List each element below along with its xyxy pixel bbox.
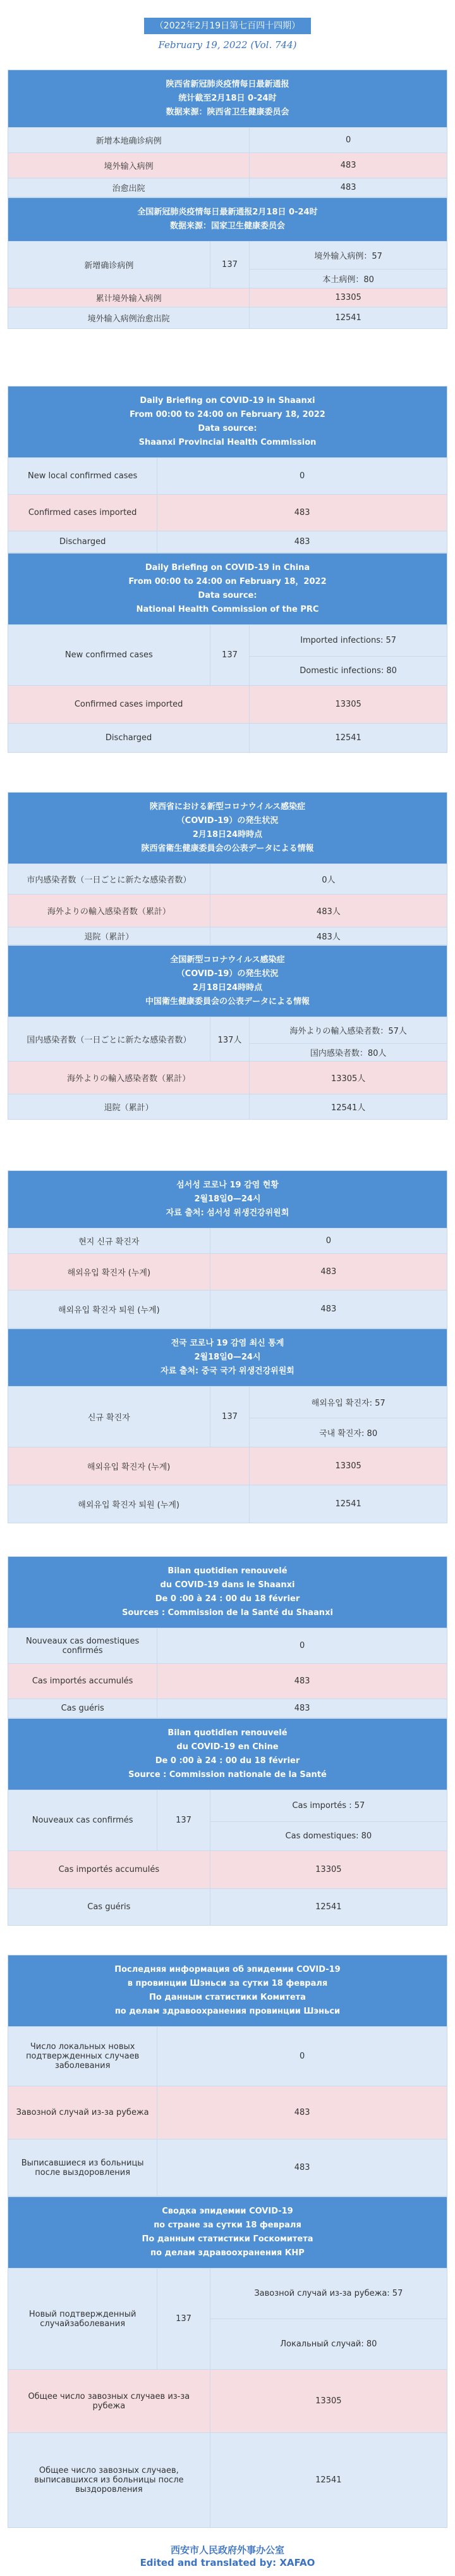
ko-national-table	[8, 1328, 447, 1523]
table-row: Новый подтвержденный случайзаболевания 137 Завозной случай из-за рубежа: 57	[8, 2269, 447, 2319]
ru-shaanxi-table	[8, 1955, 447, 2196]
ru-section	[8, 1955, 447, 2528]
table-row: 海外よりの輸入感染者数（累計） 13305人	[8, 1062, 447, 1094]
table-row: Завозной случай из-за рубежа 483	[8, 2086, 447, 2139]
table-row: Общее число завозных случаев из-за рубежа 13305	[8, 2370, 447, 2433]
ru-national-table	[8, 2196, 447, 2528]
fr-shaanxi-title: Bilan quotidien renouvelé du COVID-19 dans le Shaanxi De 0 :00 à 24 : 00 du 18 février Sources : Commission de la Santé du Shaanxi	[8, 1557, 447, 1628]
table-row: Общее число завозных случаев, выписавшихся из больницы после выздоровления 12541	[8, 2433, 447, 2528]
zh-national-table	[8, 197, 447, 329]
ja-national-table	[8, 945, 447, 1120]
table-row: Confirmed cases imported 13305	[8, 686, 447, 724]
fr-section	[8, 1556, 447, 1926]
table-row: New confirmed cases 137 Imported infections: 57	[8, 625, 447, 657]
issue-date-english: February 19, 2022 (Vol. 744)	[158, 39, 297, 51]
table-row: Confirmed cases imported 483	[8, 495, 447, 531]
table-row: 境外输入病例 483	[8, 153, 447, 178]
issue-date-banner: （2022年2月19日第七百四十四期）	[144, 18, 311, 34]
table-row: Nouveaux cas confirmés 137 Cas importés : 57	[8, 1790, 447, 1822]
table-row: 해외유입 확진자 (누계) 483	[8, 1254, 447, 1291]
fr-national-table	[8, 1718, 447, 1926]
footer-credit: Edited and translated by: XAFAO	[140, 2557, 315, 2568]
table-row: 治愈出院 483	[8, 178, 447, 197]
table-row: Cas guéris 12541	[8, 1889, 447, 1926]
ja-section	[8, 792, 447, 1120]
zh-shaanxi-title: 陕西省新冠肺炎疫情每日最新通报 统计截至2月18日 0-24时 数据来源：陕西省卫生健康委员会	[8, 70, 447, 128]
ja-shaanxi-title: 陝西省における新型コロナウイルス感染症 （COVID-19）の発生状況 2月18日24時時点 陝西省衛生健康委員会の公表データによる情報	[8, 793, 447, 864]
table-row: New local confirmed cases 0	[8, 458, 447, 495]
table-row: Cas guéris 483	[8, 1699, 447, 1718]
ko-shaanxi-title: 섬서성 코로나 19 감염 현황 2월18일0—24시 자료 출처: 섬서성 위생건강위원회	[8, 1171, 447, 1229]
table-row: 海外よりの輸入感染者数（累計） 483人	[8, 895, 447, 927]
table-row: Discharged 12541	[8, 724, 447, 753]
table-row: Cas importés accumulés 13305	[8, 1851, 447, 1889]
table-row: Discharged 483	[8, 531, 447, 553]
table-row: Cas domestiques: 80	[8, 1822, 447, 1851]
zh-shaanxi-table	[8, 70, 447, 197]
footer-office: 西安市人民政府外事办公室	[170, 2544, 284, 2556]
ko-section	[8, 1170, 447, 1523]
table-row: 累计境外输入病例 13305	[8, 288, 447, 307]
table-row: 현지 신규 확진자 0	[8, 1229, 447, 1254]
table-row: 国内感染者数：80人	[8, 1044, 447, 1062]
table-row: 新增确诊病例 137 境外输入病例：57	[8, 242, 447, 269]
table-row: Cas importés accumulés 483	[8, 1664, 447, 1699]
table-row: 해외유입 확진자 퇴원 (누계) 12541	[8, 1485, 447, 1523]
table-row: 本土病例：80	[8, 269, 447, 288]
table-row: 市内感染者数（一日ごとに新たな感染者数） 0人	[8, 864, 447, 895]
table-row: 新增本地确诊病例 0	[8, 128, 447, 153]
table-row: 국내 확진자: 80	[8, 1418, 447, 1447]
en-national-table	[8, 553, 447, 753]
ja-national-title: 全国新型コロナウイルス感染症 （COVID-19）の発生状況 2月18日24時時点 中国衛生健康委員会の公表データによる情報	[8, 946, 447, 1017]
fr-national-title: Bilan quotidien renouvelé du COVID-19 en Chine De 0 :00 à 24 : 00 du 18 février Source : Commission nationale de la Santé	[8, 1719, 447, 1790]
table-row: 境外输入病例治愈出院 12541	[8, 307, 447, 329]
table-row: 退院（累計） 12541人	[8, 1094, 447, 1120]
en-shaanxi-title: Daily Briefing on COVID-19 in Shaanxi From 00:00 to 24:00 on February 18, 2022 Data source: Shaanxi Provincial Health Commission	[8, 387, 447, 458]
ru-national-title: Сводка эпидемии COVID-19 по стране за сутки 18 февраля По данным статистики Госкомитета по делам здравоохранения КНР	[8, 2197, 447, 2269]
ja-shaanxi-table	[8, 792, 447, 945]
en-section	[8, 386, 447, 753]
table-row: 退院（累計） 483人	[8, 927, 447, 945]
fr-shaanxi-table	[8, 1556, 447, 1718]
table-row: Число локальных новых подтвержденных случаев заболевания 0	[8, 2027, 447, 2086]
table-row: Domestic infections: 80	[8, 657, 447, 686]
table-row: Локальный случай: 80	[8, 2319, 447, 2370]
ru-shaanxi-title: Последняя информация об эпидемии COVID-19 в провинции Шэньси за сутки 18 февраля По данным статистики Комитета по делам здравоохранения провинции Шэньси	[8, 1955, 447, 2027]
table-row: 해외유입 확진자 퇴원 (누계) 483	[8, 1291, 447, 1328]
zh-section	[8, 70, 447, 329]
en-national-title: Daily Briefing on COVID-19 in China From 00:00 to 24:00 on February 18，2022 Data source: National Health Commission of the PRC	[8, 554, 447, 625]
table-row: Выписавшиеся из больницы после выздоровления 483	[8, 2139, 447, 2196]
ko-national-title: 전국 코로나 19 감염 최신 통계 2월18일0—24시 자료 출처: 중국 국가 위생건강위원회	[8, 1329, 447, 1387]
table-row: 해외유입 확진자 (누계) 13305	[8, 1447, 447, 1485]
table-row: 신규 확진자 137 해외유입 확진자: 57	[8, 1387, 447, 1418]
table-row: Nouveaux cas domestiques confirmés 0	[8, 1628, 447, 1664]
en-shaanxi-table	[8, 386, 447, 553]
ko-shaanxi-table	[8, 1170, 447, 1328]
table-row: 国内感染者数（一日ごとに新たな感染者数） 137人 海外よりの輸入感染者数：57人	[8, 1017, 447, 1044]
zh-national-title: 全国新冠肺炎疫情每日最新通报2月18日 0-24时 数据来源：国家卫生健康委员会	[8, 198, 447, 242]
